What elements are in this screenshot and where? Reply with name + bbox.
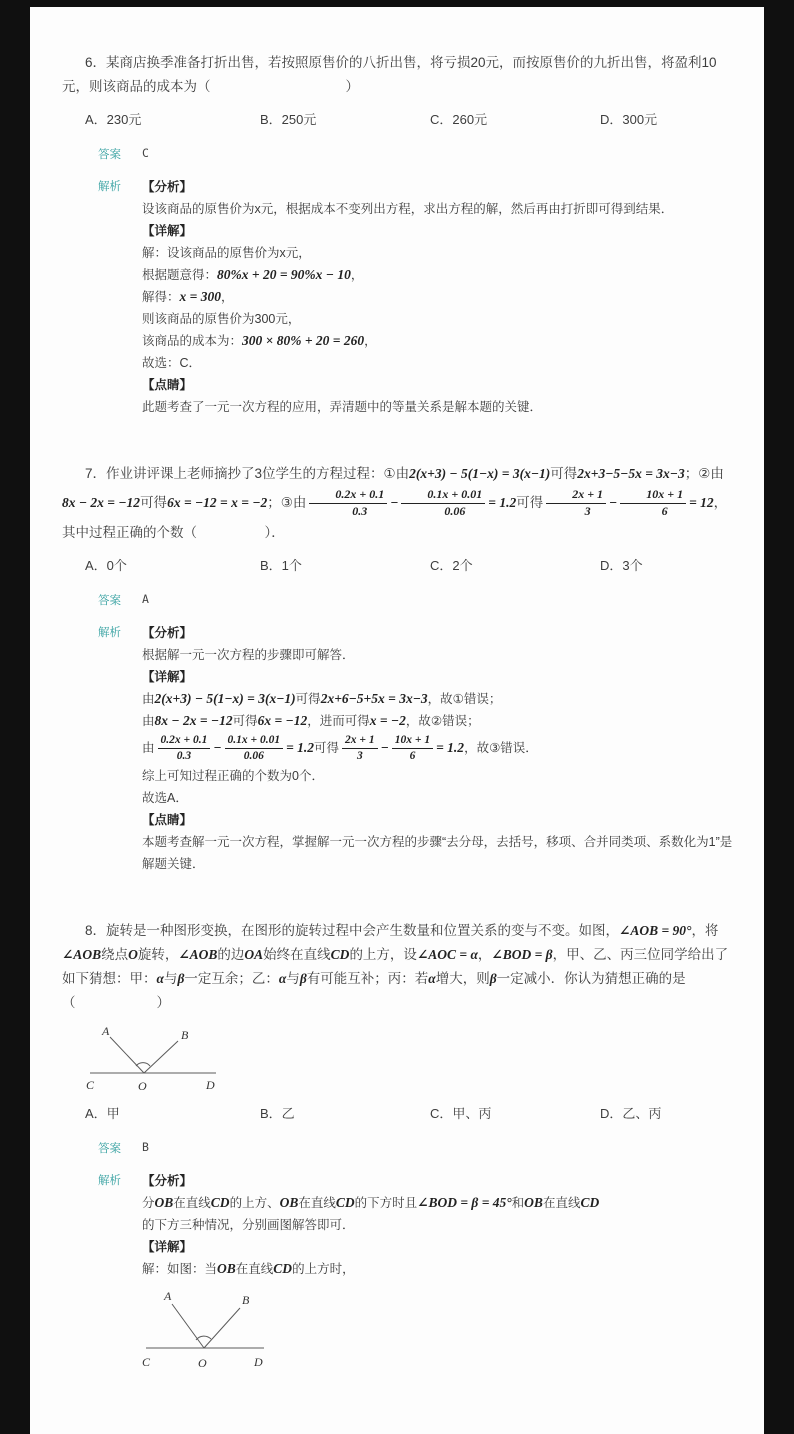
answer-value: A bbox=[142, 591, 149, 606]
math-expression: CD bbox=[273, 1261, 293, 1277]
math-expression: ∠AOC = α bbox=[416, 947, 478, 963]
question-stem: 6．某商店换季准备打折出售，若按照原售价的八折出售，将亏损20元，而按原售价的九折出售，将盈利10元，则该商品的成本为（ ） bbox=[62, 55, 717, 94]
answer-row bbox=[98, 144, 738, 162]
answer-label: 答案 bbox=[98, 149, 121, 161]
question-stem: 7．作业讲评课上老师摘抄了3位学生的方程过程：①由2(x+3) − 5(1−x) = 3(x−1)可得2x+3−5−5x = 3x−3；②由8x − 2x = −12可得6x = −12 = x = −2；③由 $\frac{0.2x + 0.1}{0.3}$ − $\frac{0.1x + 0.01}{0.06}$ = 1.2可得 $\frac{2x + 1}{3}$ − $\frac{10x + 1}{6}$ = 12，其中过程正确的个数（ ）． bbox=[62, 466, 728, 540]
math-expression: 80%x + 20 = 90%x − 10 bbox=[217, 267, 351, 282]
question-6 bbox=[62, 51, 738, 418]
math-expression: 2(x+3) − 5(1−x) = 3(x−1) bbox=[409, 466, 551, 481]
analysis-line: 综上可知过程正确的个数为0个． bbox=[142, 769, 324, 784]
math-expression: ∠AOB bbox=[62, 947, 102, 963]
math-expression: OB bbox=[524, 1195, 543, 1211]
analysis-line: 由 2(x+3) − 5(1−x) = 3(x−1) 可得 2x+6−5+5x = 3x−3 ，故①错误； bbox=[142, 688, 738, 710]
answer-row bbox=[98, 590, 738, 608]
analysis-line: 此题考查了一元一次方程的应用，弄清题中的等量关系是解本题的关键． bbox=[142, 400, 543, 414]
analysis-line: 解得： x = 300 ， bbox=[142, 286, 738, 308]
option-a: A．甲 bbox=[85, 1106, 120, 1122]
angle-figure-detail bbox=[142, 1286, 292, 1370]
math-expression: ∠BOD = β = 45° bbox=[417, 1195, 512, 1211]
ray-oa bbox=[172, 1304, 204, 1348]
math-expression: ∠BOD = β bbox=[491, 947, 553, 963]
fraction: $\frac{10x + 1}{6}$ bbox=[392, 734, 433, 763]
answer-label: 答案 bbox=[98, 594, 121, 607]
analysis-line: 分 OB 在直线 CD 的上方、 OB 在直线 CD 的下方时且 ∠BOD = β = 45° 和 OB 在直线 CD 的下方三种情况，分别画图解答即可． bbox=[142, 1192, 738, 1236]
analysis-line: 【分析】 bbox=[142, 1174, 193, 1189]
option-c: C．2个 bbox=[430, 557, 473, 573]
option-b: B．1个 bbox=[260, 557, 302, 573]
document-page bbox=[30, 7, 764, 1434]
question-7 bbox=[62, 462, 738, 875]
math-expression: = 1.2 bbox=[488, 494, 517, 510]
qa-block bbox=[98, 1138, 738, 1370]
math-expression: 6x = −12 bbox=[257, 712, 308, 728]
fraction: $\frac{0.1x + 0.01}{0.06}$ bbox=[401, 488, 485, 519]
answer-label: 答案 bbox=[98, 1143, 121, 1156]
analysis-line: 则该商品的原售价为300元， bbox=[142, 312, 301, 326]
fraction: $\frac{0.2x + 0.1}{0.3}$ bbox=[158, 734, 211, 763]
analysis-line: 【分析】 bbox=[142, 625, 193, 640]
math-expression: α bbox=[428, 971, 436, 987]
label-o: O bbox=[198, 1356, 207, 1371]
option-c: C．260元 bbox=[430, 112, 488, 127]
ray-oa bbox=[110, 1037, 144, 1073]
analysis-content bbox=[142, 1170, 738, 1370]
math-expression: ∠AOB bbox=[178, 947, 218, 963]
math-expression: CD bbox=[210, 1195, 230, 1211]
analysis-line: 【详解】 bbox=[142, 669, 193, 684]
label-o: O bbox=[138, 1079, 147, 1094]
math-expression: 6x = −12 = x = −2 bbox=[167, 494, 268, 510]
math-expression: x = −2 bbox=[369, 712, 406, 728]
analysis-line: 由 8x − 2x = −12 可得 6x = −12 ，进而可得 x = −2 ，故②错误； bbox=[142, 710, 738, 732]
math-expression: β bbox=[177, 971, 185, 987]
math-expression: 2x+3−5−5x = 3x−3 bbox=[577, 466, 685, 481]
math-expression: 2x+6−5+5x = 3x−3 bbox=[320, 690, 428, 706]
fraction: $\frac{0.1x + 0.01}{0.06}$ bbox=[225, 734, 284, 763]
analysis-line: 根据题意得： 80%x + 20 = 90%x − 10 ， bbox=[142, 264, 738, 286]
analysis-line: 【点睛】 bbox=[142, 813, 193, 828]
option-d: D．300元 bbox=[600, 112, 658, 127]
label-b: B bbox=[242, 1293, 250, 1308]
math-expression: − bbox=[390, 494, 399, 510]
analysis-line: 该商品的成本为： 300 × 80% + 20 = 260 ， bbox=[142, 330, 738, 352]
label-d: D bbox=[206, 1078, 215, 1093]
math-expression: ∠AOB = 90° bbox=[619, 923, 692, 939]
analysis-line: 故选A． bbox=[142, 791, 188, 806]
math-expression: CD bbox=[335, 1195, 355, 1211]
fraction: $\frac{10x + 1}{6}$ bbox=[620, 488, 686, 519]
label-d: D bbox=[254, 1355, 263, 1370]
math-expression: x = 300 bbox=[179, 289, 221, 304]
analysis-row bbox=[98, 1170, 738, 1370]
ray-ob bbox=[204, 1308, 240, 1348]
option-a: A．0个 bbox=[85, 557, 127, 573]
math-expression: β bbox=[299, 971, 307, 987]
math-expression: − bbox=[213, 740, 222, 756]
label-c: C bbox=[142, 1355, 151, 1370]
analysis-label: 解析 bbox=[98, 626, 121, 639]
qa-block bbox=[98, 144, 738, 418]
option-d: D．乙、丙 bbox=[600, 1106, 662, 1122]
option-a: A．230元 bbox=[85, 112, 142, 127]
options-row bbox=[62, 555, 738, 574]
math-expression: OB bbox=[154, 1195, 174, 1211]
options-row bbox=[62, 109, 738, 128]
option-b: B．250元 bbox=[260, 112, 317, 127]
analysis-line: 本题考查解一元一次方程，掌握解一元一次方程的步骤“去分母，去括号，移项、合并同类项、系数化为1”是解题关键． bbox=[142, 835, 733, 872]
math-expression: = 12 bbox=[689, 494, 714, 510]
analysis-row bbox=[98, 622, 738, 875]
math-expression: − bbox=[609, 494, 618, 510]
math-expression: 8x − 2x = −12 bbox=[62, 494, 141, 510]
answer-value: C bbox=[142, 146, 149, 160]
label-c: C bbox=[86, 1078, 95, 1093]
angle-mark bbox=[136, 1063, 150, 1066]
analysis-line: 解：如图：当 OB 在直线 CD 的上方时， bbox=[142, 1258, 738, 1280]
math-expression: β bbox=[489, 971, 497, 987]
option-d: D．3个 bbox=[600, 557, 643, 573]
fraction: $\frac{2x + 1}{3}$ bbox=[546, 488, 606, 519]
fraction: $\frac{0.2x + 0.1}{0.3}$ bbox=[309, 488, 387, 519]
answer-value: B bbox=[142, 1140, 149, 1155]
math-expression: OB bbox=[217, 1261, 236, 1277]
math-expression: CD bbox=[330, 947, 350, 963]
math-expression: O bbox=[128, 947, 138, 963]
analysis-line: 【点睛】 bbox=[142, 378, 193, 392]
question-8 bbox=[62, 919, 738, 1370]
option-c: C．甲、丙 bbox=[430, 1106, 492, 1122]
math-expression: = 1.2 bbox=[436, 740, 465, 756]
math-expression: OB bbox=[279, 1195, 299, 1211]
analysis-line: 【详解】 bbox=[142, 224, 193, 238]
math-expression: = 1.2 bbox=[286, 740, 315, 756]
math-expression: α bbox=[278, 971, 287, 987]
analysis-lines bbox=[142, 1170, 738, 1280]
analysis-line: 【详解】 bbox=[142, 1240, 193, 1255]
analysis-label: 解析 bbox=[98, 1175, 121, 1188]
analysis-line: 故选：C． bbox=[142, 356, 202, 370]
analysis-line: 解：设该商品的原售价为x元， bbox=[142, 246, 311, 260]
math-expression: OA bbox=[244, 947, 264, 963]
ray-ob bbox=[144, 1041, 178, 1073]
analysis-row bbox=[98, 176, 738, 418]
options-row bbox=[62, 1103, 738, 1122]
label-a: A bbox=[164, 1289, 172, 1304]
fraction: $\frac{2x + 1}{3}$ bbox=[342, 734, 378, 763]
option-b: B．乙 bbox=[260, 1106, 295, 1122]
math-expression: 2(x+3) − 5(1−x) = 3(x−1) bbox=[154, 690, 296, 706]
label-a: A bbox=[102, 1025, 110, 1039]
analysis-content bbox=[142, 622, 738, 875]
analysis-line: 设该商品的原售价为x元，根据成本不变列出方程，求出方程的解，然后再由打折即可得到结果． bbox=[142, 202, 674, 216]
analysis-label: 解析 bbox=[98, 181, 121, 193]
label-b: B bbox=[181, 1028, 189, 1043]
math-expression: − bbox=[380, 740, 389, 756]
angle-figure-stem bbox=[86, 1025, 246, 1093]
analysis-line: 【分析】 bbox=[142, 180, 193, 194]
math-expression: α bbox=[156, 971, 164, 987]
analysis-line: 根据解一元一次方程的步骤即可解答． bbox=[142, 647, 355, 662]
math-expression: CD bbox=[580, 1195, 600, 1211]
math-expression: 8x − 2x = −12 bbox=[154, 712, 233, 728]
qa-block bbox=[98, 590, 738, 875]
analysis-content bbox=[142, 176, 738, 418]
question-stem: 8．旋转是一种图形变换，在图形的旋转过程中会产生数量和位置关系的变与不变。如图，∠AOB = 90°，将∠AOB绕点O旋转，∠AOB的边OA始终在直线CD的上方，设∠AOC = α，∠BOD = β，甲、乙、丙三位同学给出了如下猜想：甲：α与β一定互余；乙：α与β有可能互补；丙：若α增大，则β一定减小．你认为猜想正确的是（ ） bbox=[62, 923, 729, 1011]
math-expression: 300 × 80% + 20 = 260 bbox=[242, 333, 365, 348]
analysis-line: 由 $\frac{0.2x + 0.1}{0.3}$ − $\frac{0.1x + 0.01}{0.06}$ = 1.2 可得 $\frac{2x + 1}{3}$ − $\frac{10x + 1}{6}$ = 1.2 ，故③错误． bbox=[142, 733, 538, 762]
answer-row bbox=[98, 1138, 738, 1156]
